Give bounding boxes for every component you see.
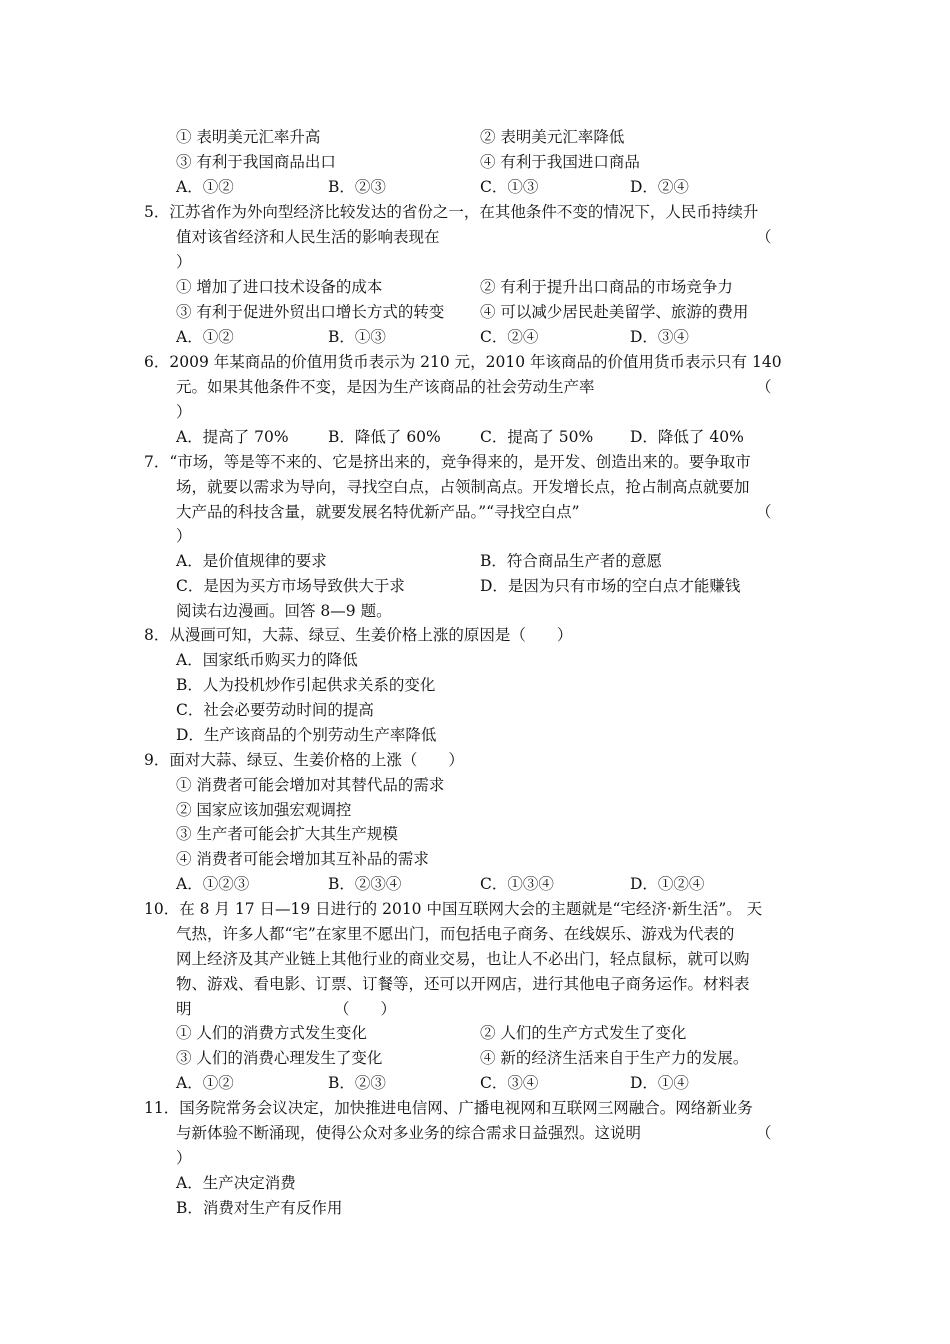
q4-choice-c: C．①③ xyxy=(480,178,539,196)
q10-option-1: ① 人们的消费方式发生变化 xyxy=(176,1024,367,1042)
q6-choice-b: B．降低了 60% xyxy=(328,428,441,446)
q6-choice-c: C．提高了 50% xyxy=(480,428,594,446)
q8-choice-a: A．国家纸币购买力的降低 xyxy=(176,651,358,669)
q9-choice-a: A．①②③ xyxy=(176,875,250,893)
q5-choice-d: D．③④ xyxy=(630,328,689,346)
q7-stem-line-2: 场，就要以需求为导向，寻找空白点，占领制高点。开发增长点，抢占制高点就要加 xyxy=(176,478,750,496)
q4-choice-d: D．②④ xyxy=(630,178,689,196)
q5-choice-c: C．②④ xyxy=(480,328,539,346)
q9-option-1: ① 消费者可能会增加对其替代品的需求 xyxy=(176,776,445,794)
q10-choice-b: B．②③ xyxy=(328,1074,386,1092)
q10-stem-line-3: 网上经济及其产业链上其他行业的商业交易，也让人不必出门，轻点鼠标，就可以购 xyxy=(176,950,750,968)
q5-option-1: ① 增加了进口技术设备的成本 xyxy=(176,278,383,296)
q6-answer-paren-close: ） xyxy=(176,403,192,421)
q5-stem-line-1: 5．江苏省作为外向型经济比较发达的省份之一，在其他条件不变的情况下，人民币持续升 xyxy=(144,203,759,221)
q5-option-4: ④ 可以减少居民赴美留学、旅游的费用 xyxy=(480,303,749,321)
q9-choice-b: B．②③④ xyxy=(328,875,402,893)
q10-stem-line-2: 气热，许多人都“宅”在家里不愿出门，而包括电子商务、在线娱乐、游戏为代表的 xyxy=(176,925,735,943)
q7-choice-b: B．符合商品生产者的意愿 xyxy=(480,552,662,570)
q5-option-3: ③ 有利于促进外贸出口增长方式的转变 xyxy=(176,303,445,321)
q10-choice-d: D．①④ xyxy=(630,1074,689,1092)
q7-choice-c: C．是因为买方市场导致供大于求 xyxy=(176,577,405,595)
q4-choice-a: A．①② xyxy=(176,178,234,196)
q11-stem-line-1: 11．国务院常务会议决定，加快推进电信网、广播电视网和互联网三网融合。网络新业务 xyxy=(144,1099,753,1117)
q6-answer-paren-open: （ xyxy=(756,378,772,396)
q11-answer-paren-close: ） xyxy=(176,1149,192,1167)
q6-choice-a: A．提高了 70% xyxy=(176,428,289,446)
q10-choice-c: C．③④ xyxy=(480,1074,539,1092)
q7-answer-paren-close: ） xyxy=(176,527,192,545)
q5-option-2: ② 有利于提升出口商品的市场竞争力 xyxy=(480,278,733,296)
q7-answer-paren-open: （ xyxy=(756,503,772,521)
q6-choice-d: D．降低了 40% xyxy=(630,428,744,446)
q6-stem-line-2: 元。如果其他条件不变，是因为生产该商品的社会劳动生产率 xyxy=(176,378,595,396)
q9-option-2: ② 国家应该加强宏观调控 xyxy=(176,801,352,819)
q11-stem-line-2: 与新体验不断涌现，使得公众对多业务的综合需求日益强烈。这说明 xyxy=(176,1124,642,1142)
q4-option-1: ① 表明美元汇率升高 xyxy=(176,128,321,146)
q4-option-3: ③ 有利于我国商品出口 xyxy=(176,153,336,171)
q5-choice-a: A．①② xyxy=(176,328,234,346)
q7-choice-a: A．是价值规律的要求 xyxy=(176,552,327,570)
q4-choice-b: B．②③ xyxy=(328,178,386,196)
q6-stem-line-1: 6．2009 年某商品的价值用货币表示为 210 元，2010 年该商品的价值用货币表示只有 140 xyxy=(144,353,782,371)
q8-choice-b: B．人为投机炒作引起供求关系的变化 xyxy=(176,676,436,694)
q10-option-3: ③ 人们的消费心理发生了变化 xyxy=(176,1049,383,1067)
q9-option-3: ③ 生产者可能会扩大其生产规模 xyxy=(176,825,398,843)
q4-option-2: ② 表明美元汇率降低 xyxy=(480,128,625,146)
q8-choice-d: D．生产该商品的个别劳动生产率降低 xyxy=(176,726,437,744)
q5-choice-b: B．①③ xyxy=(328,328,386,346)
q10-option-2: ② 人们的生产方式发生了变化 xyxy=(480,1024,687,1042)
q11-choice-b: B．消费对生产有反作用 xyxy=(176,1199,343,1217)
q5-answer-paren-close: ） xyxy=(176,253,192,271)
q9-choice-d: D．①②④ xyxy=(630,875,705,893)
q9-choice-c: C．①③④ xyxy=(480,875,554,893)
q9-stem: 9．面对大蒜、绿豆、生姜价格的上涨（ ） xyxy=(144,751,464,769)
q10-option-4: ④ 新的经济生活来自于生产力的发展。 xyxy=(480,1049,749,1067)
q10-stem-line-4: 物、游戏、看电影、订票、订餐等，还可以开网店，进行其他电子商务运作。材料表 xyxy=(176,975,750,993)
q4-option-4: ④ 有利于我国进口商品 xyxy=(480,153,640,171)
q7-stem-line-1: 7．“市场，等是等不来的、它是挤出来的，竞争得来的，是开发、创造出来的。要争取市 xyxy=(144,453,751,471)
q10-choice-a: A．①② xyxy=(176,1074,234,1092)
q5-answer-paren-open: （ xyxy=(756,228,772,246)
cartoon-instruction: 阅读右边漫画。回答 8—9 题。 xyxy=(176,602,392,620)
q10-stem-line-1: 10．在 8 月 17 日—19 日进行的 2010 中国互联网大会的主题就是“宅经济·新生活”。 天 xyxy=(144,900,763,918)
q10-stem-line-5: 明 xyxy=(176,1000,192,1018)
q8-choice-c: C．社会必要劳动时间的提高 xyxy=(176,701,374,719)
q7-choice-d: D．是因为只有市场的空白点才能赚钱 xyxy=(480,577,741,595)
q9-option-4: ④ 消费者可能会增加其互补品的需求 xyxy=(176,850,429,868)
q8-stem: 8．从漫画可知，大蒜、绿豆、生姜价格上涨的原因是（ ） xyxy=(144,626,573,644)
q5-stem-line-2: 值对该省经济和人民生活的影响表现在 xyxy=(176,228,440,246)
q7-stem-line-3: 大产品的科技含量，就要发展名特优新产品。”“寻找空白点” xyxy=(176,503,580,521)
q11-answer-paren-open: （ xyxy=(756,1124,772,1142)
q11-choice-a: A．生产决定消费 xyxy=(176,1174,296,1192)
q10-answer-paren: （ ） xyxy=(334,1000,397,1018)
